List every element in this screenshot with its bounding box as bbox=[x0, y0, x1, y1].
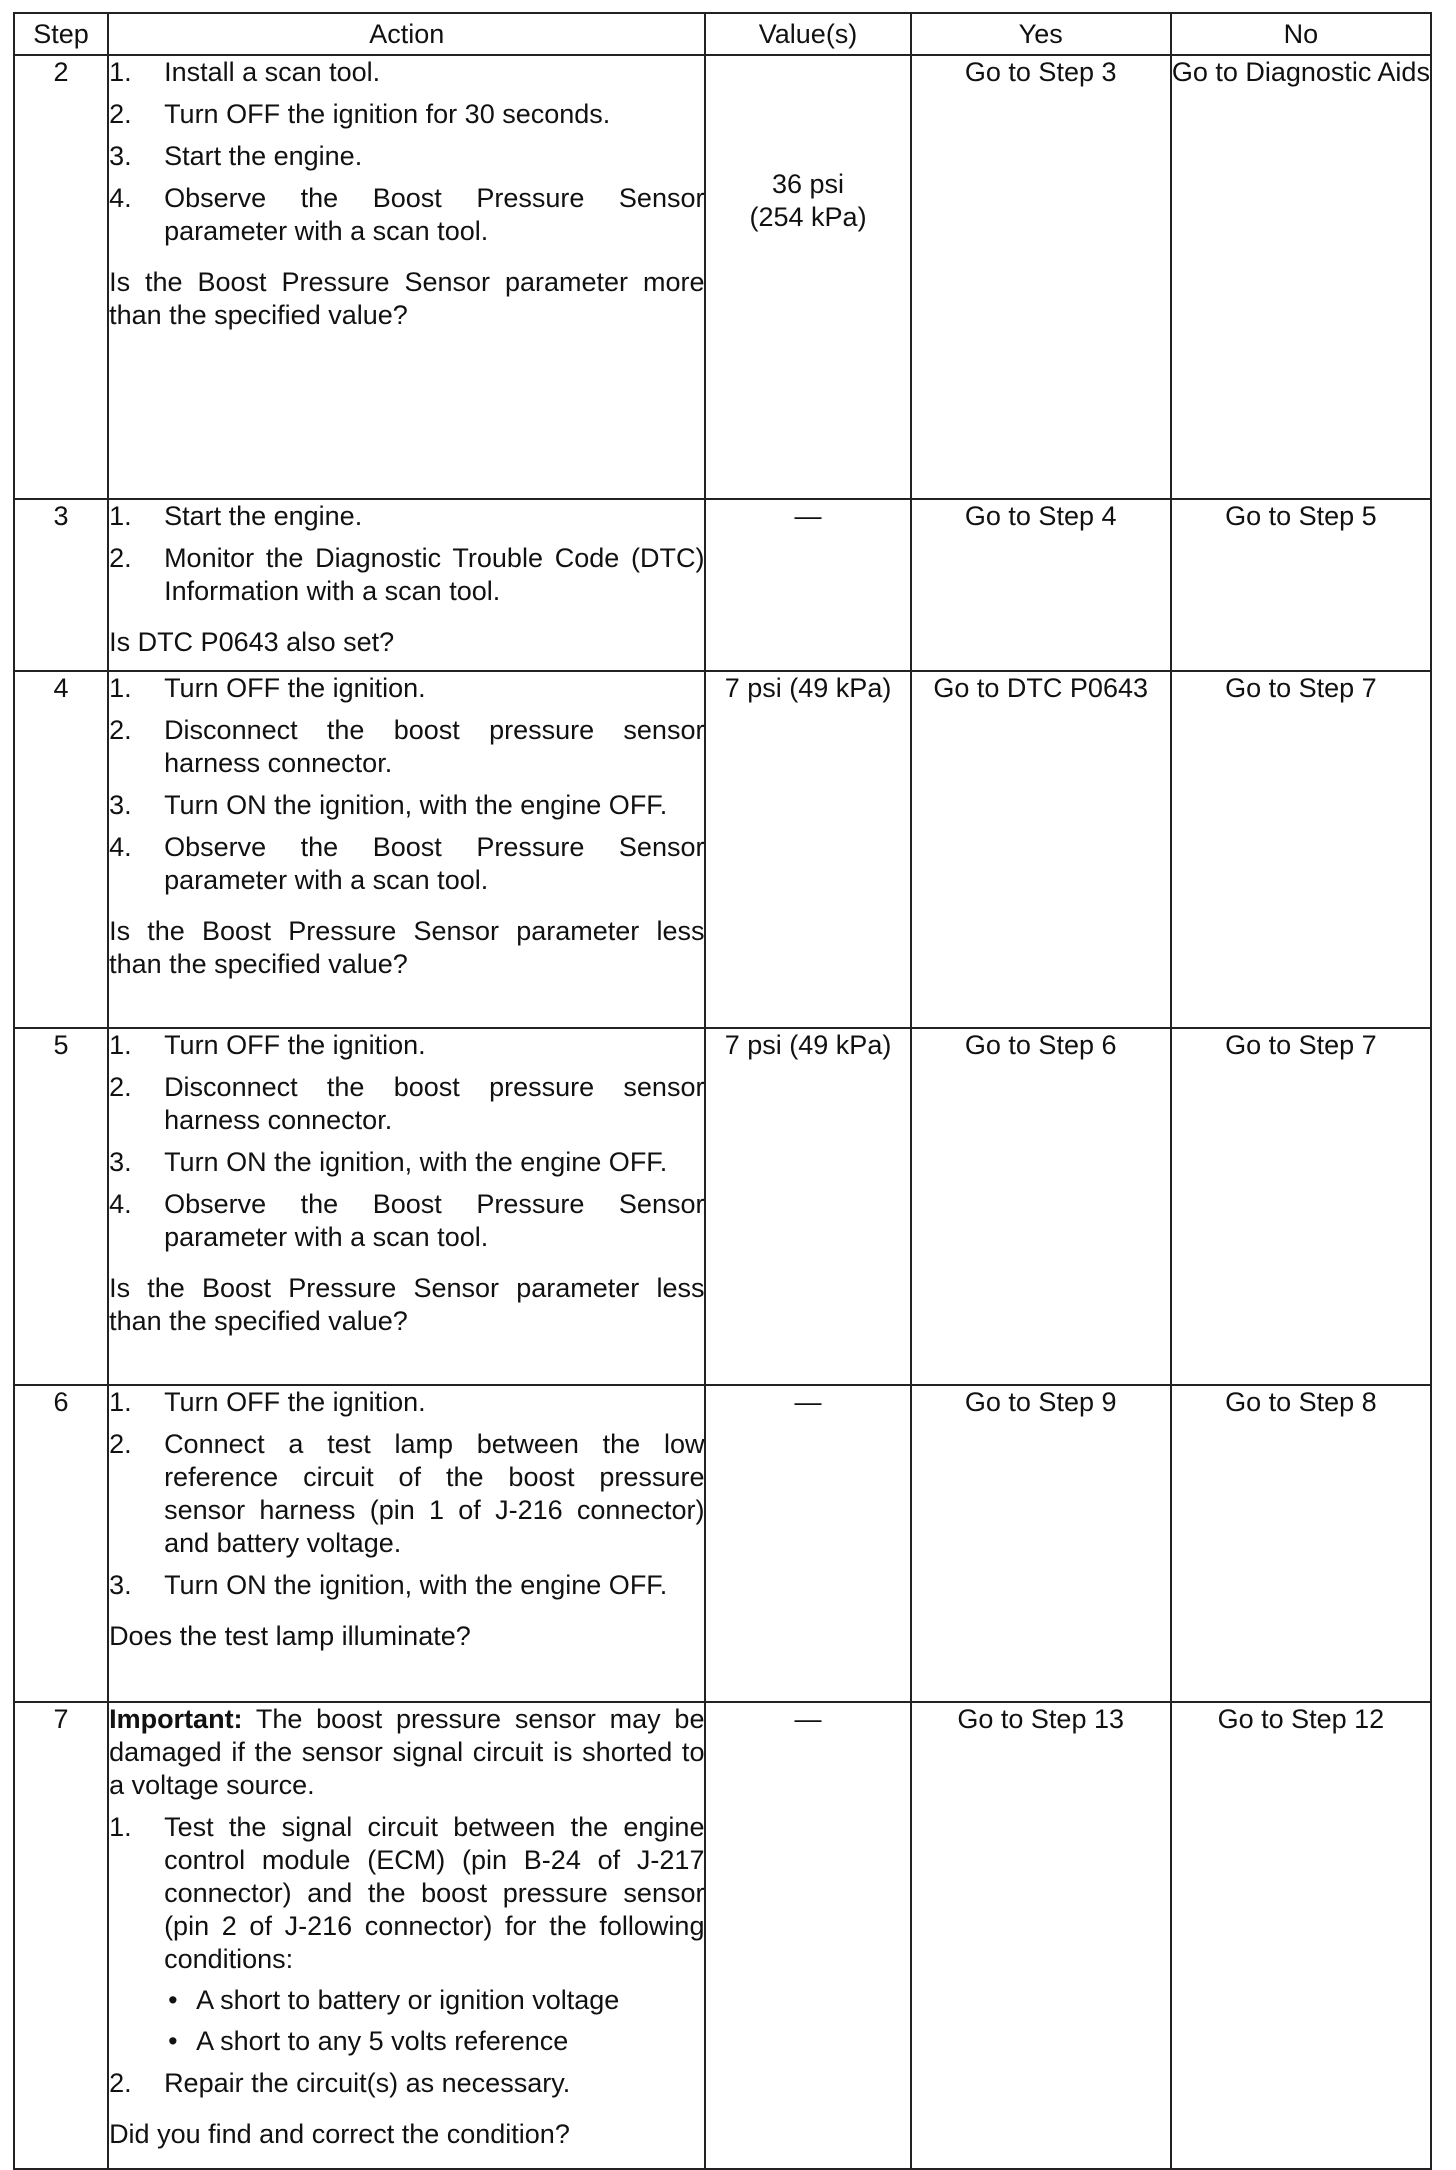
action-item bbox=[109, 1071, 704, 1137]
yes-cell: Go to DTC P0643 bbox=[911, 671, 1171, 1028]
step-question: Does the test lamp illuminate? bbox=[109, 1621, 471, 1651]
action-item bbox=[109, 182, 704, 248]
item-number: 1. bbox=[109, 501, 132, 531]
item-number: 1. bbox=[109, 1812, 132, 1842]
action-item bbox=[109, 1569, 704, 1602]
action-item bbox=[109, 1386, 704, 1419]
item-number: 1. bbox=[109, 1387, 132, 1417]
action-item bbox=[109, 542, 704, 608]
table-row bbox=[14, 1385, 1431, 1702]
action-cell bbox=[108, 1385, 705, 1702]
header-no: No bbox=[1171, 13, 1431, 55]
item-number: 4. bbox=[109, 832, 132, 862]
action-item bbox=[109, 98, 704, 131]
item-number: 1. bbox=[109, 57, 132, 87]
action-item bbox=[109, 672, 704, 705]
bullet-text: A short to any 5 volts reference bbox=[196, 2026, 569, 2056]
table-row bbox=[14, 55, 1431, 499]
item-number: 4. bbox=[109, 1189, 132, 1219]
step-question: Is the Boost Pressure Sensor parameter more than the specified value? bbox=[109, 267, 705, 330]
value-cell bbox=[705, 55, 910, 499]
yes-cell: Go to Step 3 bbox=[911, 55, 1171, 499]
value-line-1: 36 psi bbox=[772, 169, 845, 199]
item-text: Test the signal circuit between the engine control module (ECM) (pin B-24 of J-217 connector) and the boost pressure sensor (pin 2 of J-216 connector) for the following conditions: bbox=[164, 1812, 705, 1974]
action-item bbox=[109, 140, 704, 173]
item-text: Turn OFF the ignition. bbox=[164, 673, 426, 703]
action-item bbox=[109, 56, 704, 89]
action-cell bbox=[108, 1028, 705, 1385]
item-text: Turn ON the ignition, with the engine OFF. bbox=[164, 790, 668, 820]
item-text: Disconnect the boost pressure sensor harness connector. bbox=[164, 715, 705, 778]
step-question: Is the Boost Pressure Sensor parameter less than the specified value? bbox=[109, 916, 705, 979]
item-text: Turn OFF the ignition for 30 seconds. bbox=[164, 99, 611, 129]
value-line-2: (254 kPa) bbox=[749, 202, 867, 232]
condition-list bbox=[164, 1984, 704, 2058]
header-values: Value(s) bbox=[705, 13, 910, 55]
table-row bbox=[14, 499, 1431, 671]
no-cell: Go to Step 12 bbox=[1171, 1702, 1431, 2169]
action-item bbox=[109, 831, 704, 897]
no-cell: Go to Step 7 bbox=[1171, 671, 1431, 1028]
value-cell: 7 psi (49 kPa) bbox=[705, 1028, 910, 1385]
value-cell: — bbox=[705, 1702, 910, 2169]
table-row bbox=[14, 671, 1431, 1028]
bullet-text: A short to battery or ignition voltage bbox=[196, 1985, 620, 2015]
item-body bbox=[164, 1811, 704, 2058]
yes-cell: Go to Step 9 bbox=[911, 1385, 1171, 1702]
step-question: Did you find and correct the condition? bbox=[109, 2119, 570, 2149]
item-text: Observe the Boost Pressure Sensor parameter with a scan tool. bbox=[164, 1189, 705, 1252]
header-row bbox=[14, 13, 1431, 55]
no-cell: Go to Diagnostic Aids bbox=[1171, 55, 1431, 499]
item-text: Observe the Boost Pressure Sensor parameter with a scan tool. bbox=[164, 183, 705, 246]
item-text: Monitor the Diagnostic Trouble Code (DTC) Information with a scan tool. bbox=[164, 543, 705, 606]
important-note bbox=[109, 1703, 704, 1802]
item-number: 2. bbox=[109, 1429, 132, 1459]
value-cell: 7 psi (49 kPa) bbox=[705, 671, 910, 1028]
action-item bbox=[109, 1188, 704, 1254]
action-cell bbox=[108, 1702, 705, 2169]
action-item bbox=[109, 714, 704, 780]
item-text: Turn OFF the ignition. bbox=[164, 1387, 426, 1417]
bullet-icon: • bbox=[168, 1985, 178, 2015]
item-number: 2. bbox=[109, 99, 132, 129]
value-cell: — bbox=[705, 1385, 910, 1702]
action-item bbox=[109, 1811, 704, 2058]
no-cell: Go to Step 8 bbox=[1171, 1385, 1431, 1702]
list-item bbox=[164, 1984, 704, 2017]
item-text: Turn ON the ignition, with the engine OFF. bbox=[164, 1147, 668, 1177]
yes-cell: Go to Step 4 bbox=[911, 499, 1171, 671]
item-text: Install a scan tool. bbox=[164, 57, 381, 87]
action-cell bbox=[108, 671, 705, 1028]
item-number: 2. bbox=[109, 715, 132, 745]
item-number: 3. bbox=[109, 790, 132, 820]
table-row bbox=[14, 1702, 1431, 2169]
step-number: 5 bbox=[14, 1028, 108, 1385]
item-text: Repair the circuit(s) as necessary. bbox=[164, 2068, 571, 2098]
step-question: Is DTC P0643 also set? bbox=[109, 627, 395, 657]
header-yes: Yes bbox=[911, 13, 1171, 55]
step-number: 7 bbox=[14, 1702, 108, 2169]
action-item bbox=[109, 1029, 704, 1062]
item-text: Turn OFF the ignition. bbox=[164, 1030, 426, 1060]
item-text: Start the engine. bbox=[164, 501, 363, 531]
step-question: Is the Boost Pressure Sensor parameter less than the specified value? bbox=[109, 1273, 705, 1336]
item-text: Observe the Boost Pressure Sensor parameter with a scan tool. bbox=[164, 832, 705, 895]
table-row bbox=[14, 1028, 1431, 1385]
step-number: 3 bbox=[14, 499, 108, 671]
diagnostic-table bbox=[13, 12, 1432, 2170]
item-number: 2. bbox=[109, 2068, 132, 2098]
action-item bbox=[109, 789, 704, 822]
no-cell: Go to Step 5 bbox=[1171, 499, 1431, 671]
item-number: 2. bbox=[109, 543, 132, 573]
action-cell bbox=[108, 55, 705, 499]
value-cell: — bbox=[705, 499, 910, 671]
yes-cell: Go to Step 6 bbox=[911, 1028, 1171, 1385]
item-text: Connect a test lamp between the low reference circuit of the boost pressure sensor harness (pin 1 of J-216 connector) and battery voltage. bbox=[164, 1429, 705, 1558]
item-text: Disconnect the boost pressure sensor harness connector. bbox=[164, 1072, 705, 1135]
no-cell: Go to Step 7 bbox=[1171, 1028, 1431, 1385]
action-item bbox=[109, 2067, 704, 2100]
header-action: Action bbox=[108, 13, 705, 55]
item-number: 2. bbox=[109, 1072, 132, 1102]
item-number: 3. bbox=[109, 1147, 132, 1177]
step-number: 6 bbox=[14, 1385, 108, 1702]
item-text: Turn ON the ignition, with the engine OFF. bbox=[164, 1570, 668, 1600]
action-cell bbox=[108, 499, 705, 671]
item-number: 1. bbox=[109, 1030, 132, 1060]
step-number: 2 bbox=[14, 55, 108, 499]
list-item bbox=[164, 2025, 704, 2058]
action-item bbox=[109, 1428, 704, 1560]
important-label: Important: bbox=[109, 1704, 243, 1734]
item-number: 3. bbox=[109, 141, 132, 171]
action-item bbox=[109, 1146, 704, 1179]
important-text: The boost pressure sensor may be damaged if the sensor signal circuit is shorted to a voltage source. bbox=[109, 1704, 705, 1800]
item-number: 3. bbox=[109, 1570, 132, 1600]
action-item bbox=[109, 500, 704, 533]
step-number: 4 bbox=[14, 671, 108, 1028]
item-number: 1. bbox=[109, 673, 132, 703]
header-step: Step bbox=[14, 13, 108, 55]
bullet-icon: • bbox=[168, 2026, 178, 2056]
item-number: 4. bbox=[109, 183, 132, 213]
item-text: Start the engine. bbox=[164, 141, 363, 171]
yes-cell: Go to Step 13 bbox=[911, 1702, 1171, 2169]
